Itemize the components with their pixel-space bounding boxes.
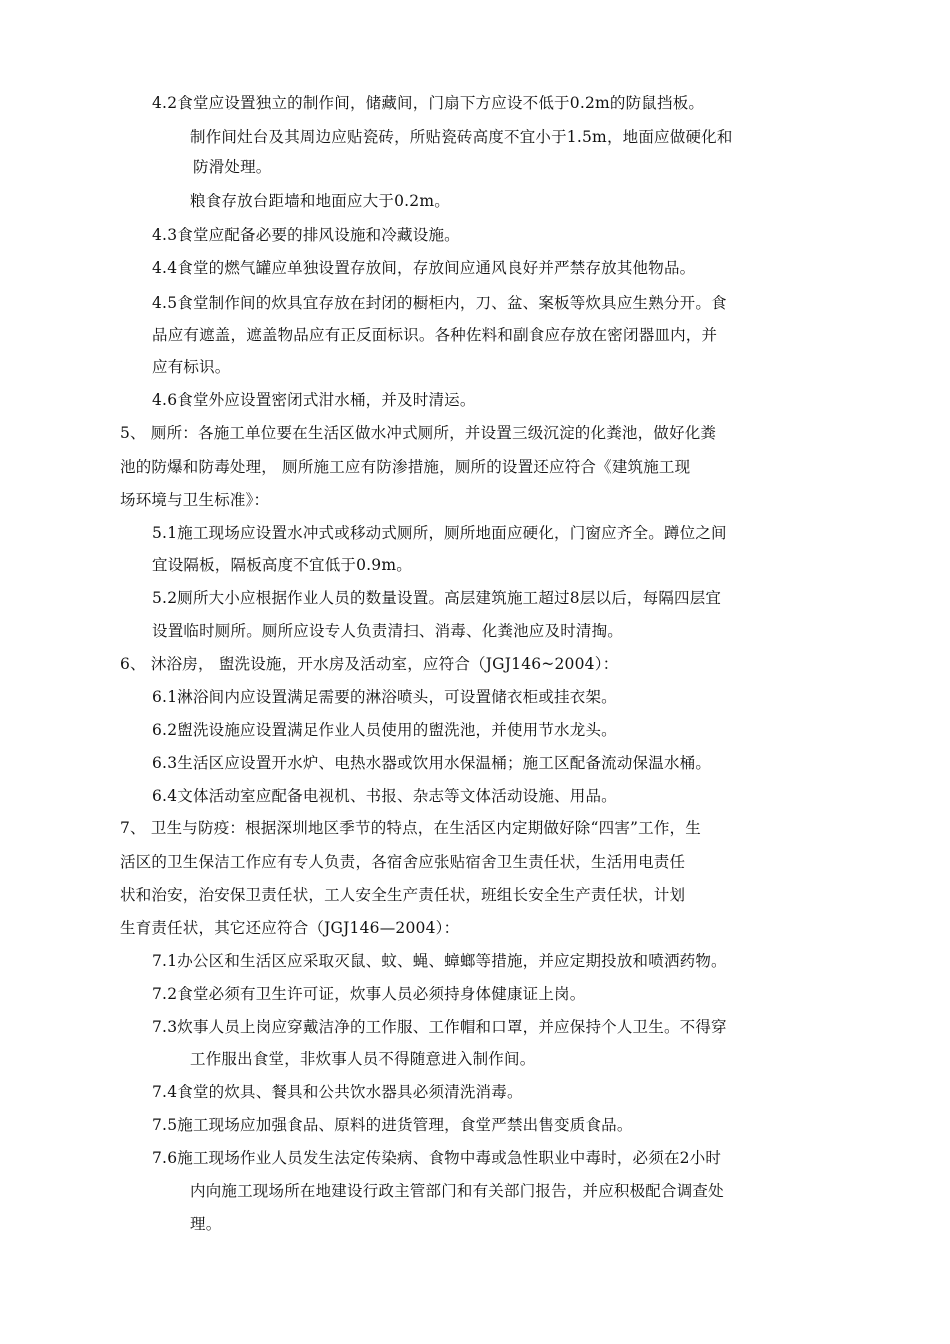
text-line: 理。	[190, 1215, 222, 1233]
text-line: 6.1淋浴间内应设置满足需要的淋浴喷头，可设置储衣柜或挂衣架。	[152, 688, 617, 706]
text-line: 设置临时厕所。厕所应设专人负责清扫、消毒、化粪池应及时清掏。	[152, 622, 624, 640]
text-line: 品应有遮盖，遮盖物品应有正反面标识。各种佐料和副食应存放在密闭器皿内，并	[152, 326, 718, 344]
text-line: 4.3食堂应配备必要的排风设施和冷藏设施。	[152, 226, 460, 244]
text-line: 6.4文体活动室应配备电视机、书报、杂志等文体活动设施、用品。	[152, 787, 617, 805]
text-line: 5.2厕所大小应根据作业人员的数量设置。高层建筑施工超过8层以后，每隔四层宜	[152, 589, 722, 607]
text-line: 活区的卫生保洁工作应有专人负责，各宿舍应张贴宿舍卫生责任状，生活用电责任	[120, 853, 686, 871]
section-heading: 5、 厕所：各施工单位要在生活区做水冲式厕所，并设置三级沉淀的化粪池，做好化粪	[120, 424, 717, 442]
text-line: 4.2食堂应设置独立的制作间，储藏间，门扇下方应设不低于0.2m的防鼠挡板。	[152, 94, 705, 112]
text-line: 状和治安，治安保卫责任状，工人安全生产责任状，班组长安全生产责任状，计划	[120, 886, 686, 904]
text-line: 场环境与卫生标准》：	[120, 491, 270, 509]
text-line: 生育责任状，其它还应符合（JGJ146—2004）：	[120, 919, 460, 937]
text-line: 7.6施工现场作业人员发生法定传染病、食物中毒或急性职业中毒时，必须在2小时	[152, 1149, 722, 1167]
text-line: 内向施工现场所在地建设行政主管部门和有关部门报告，并应积极配合调查处	[190, 1182, 724, 1200]
text-line: 池的防爆和防毒处理， 厕所施工应有防渗措施，厕所的设置还应符合《建筑施工现	[120, 458, 691, 476]
section-heading: 6、 沐浴房， 盥洗设施，开水房及活动室，应符合（JGJ146~2004）：	[120, 655, 619, 673]
text-line: 6.2盥洗设施应设置满足作业人员使用的盥洗池，并使用节水龙头。	[152, 721, 617, 739]
text-line: 7.4食堂的炊具、餐具和公共饮水器具必须清洗消毒。	[152, 1083, 523, 1101]
text-line: 防滑处理。	[193, 158, 272, 176]
text-line: 7.2食堂必须有卫生许可证，炊事人员必须持身体健康证上岗。	[152, 985, 586, 1003]
text-line: 粮食存放台距墙和地面应大于0.2m。	[190, 192, 450, 210]
text-line: 4.6食堂外应设置密闭式泔水桶，并及时清运。	[152, 391, 476, 409]
text-line: 6.3生活区应设置开水炉、电热水器或饮用水保温桶；施工区配备流动保温水桶。	[152, 754, 712, 772]
text-line: 制作间灶台及其周边应贴瓷砖，所贴瓷砖高度不宜小于1.5m，地面应做硬化和	[190, 128, 733, 146]
text-line: 5.1施工现场应设置水冲式或移动式厕所，厕所地面应硬化，门窗应齐全。蹲位之间	[152, 524, 727, 542]
text-line: 4.4食堂的燃气罐应单独设置存放间，存放间应通风良好并严禁存放其他物品。	[152, 259, 696, 277]
text-line: 宜设隔板，隔板高度不宜低于0.9m。	[152, 556, 412, 574]
text-line: 7.5施工现场应加强食品、原料的进货管理，食堂严禁出售变质食品。	[152, 1116, 633, 1134]
text-line: 应有标识。	[152, 358, 231, 376]
text-line: 7.1办公区和生活区应采取灭鼠、蚊、蝇、蟑螂等措施，并应定期投放和喷洒药物。	[152, 952, 727, 970]
text-line: 工作服出食堂，非炊事人员不得随意进入制作间。	[190, 1050, 536, 1068]
section-heading: 7、 卫生与防疫：根据深圳地区季节的特点，在生活区内定期做好除“四害”工作，生	[120, 819, 701, 837]
text-line: 7.3炊事人员上岗应穿戴洁净的工作服、工作帽和口罩，并应保持个人卫生。不得穿	[152, 1018, 727, 1036]
text-line: 4.5食堂制作间的炊具宜存放在封闭的橱柜内，刀、盆、案板等炊具应生熟分开。食	[152, 294, 727, 312]
